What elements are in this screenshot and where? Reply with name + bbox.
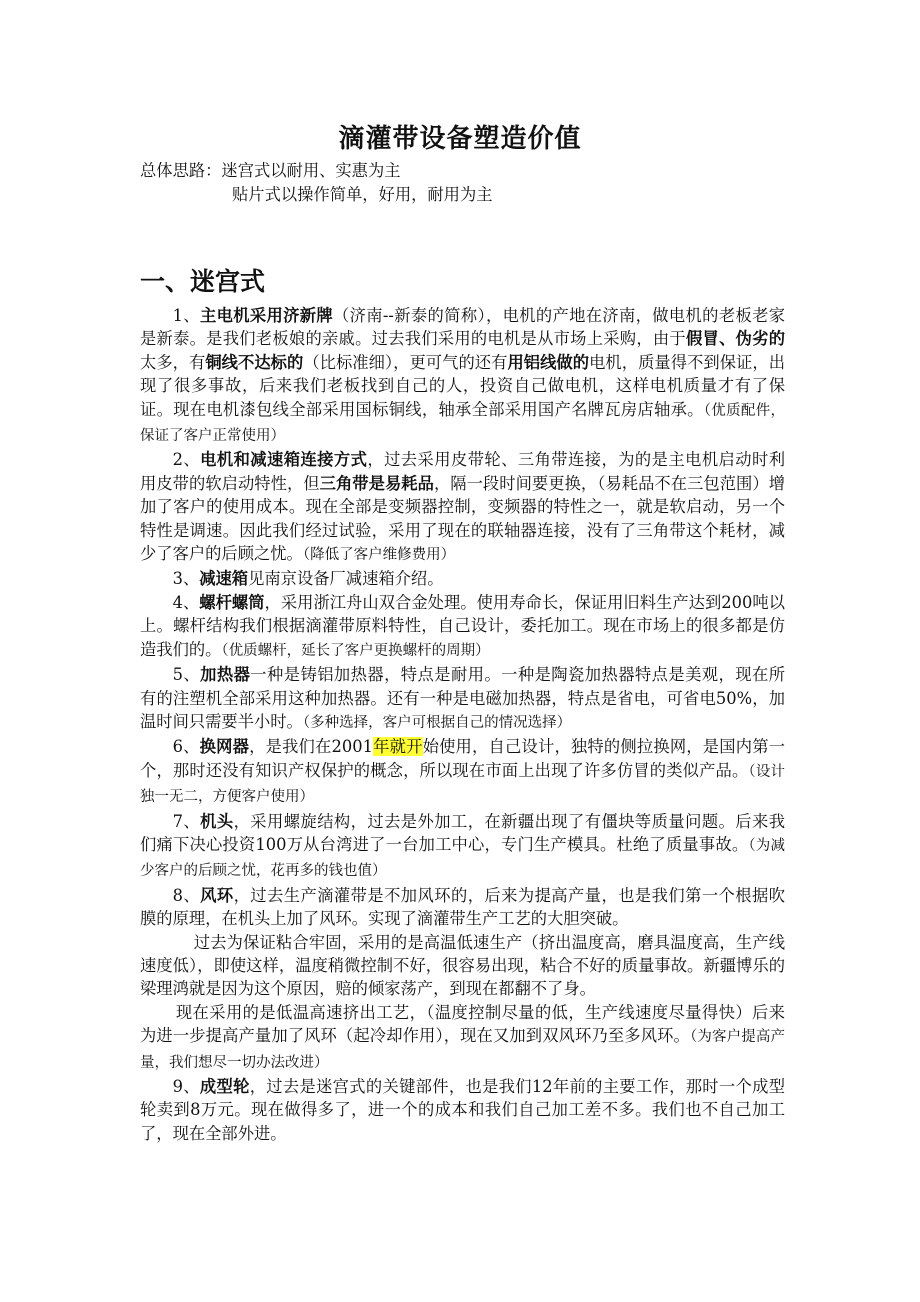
paragraph-text: 一种是铸铝加热器，特点是耐用。一种是陶瓷加热器特点是美观，现在所有的注塑机全部采用这种加热器。还有一种是电磁加热器，特点是省电，可省电50%，加温时间只需要半小时。 [140,665,785,731]
benefit-note: （降低了客户维修费用） [302,547,456,564]
paragraph-8 [140,884,785,931]
paragraph-text: 9、 [172,1077,200,1096]
paragraph-9 [140,931,785,1001]
paragraph-text: 2、 [172,450,201,470]
paragraph-text: 见南京设备厂减速箱介绍。 [248,569,444,589]
benefit-note: （为减少客户的后顾之忧，花再多的钱也值） [140,837,785,880]
paragraph-text: 6、 [172,737,200,757]
paragraph-text: ，采用浙江舟山双合金处理。使用寿命长，保证用旧料生产达到200吨以上。螺杆结构我们根据滴灌带原料特性，自己设计，委托加工。现在市场上的很多都是仿造我们的。 [140,592,785,659]
bold-term: 用铝线做的 [507,352,590,372]
bold-term: 电机和减速箱连接方式 [200,450,368,470]
paragraph-2 [140,448,785,567]
section-heading: 一、迷宫式 [140,267,266,296]
paragraph-text: 4、 [172,592,200,612]
paragraph-text: （济南--新泰的简称），电机的产地在济南，做电机的老板老家是新泰。是我们老板娘的亲戚。过去我们采用的电机是从市场上采购，由于 [140,306,785,349]
paragraph-5 [140,663,785,735]
paragraph-text: 1、 [172,306,200,325]
paragraph-text: ，隔一段时间要更换，（易耗品不在三包范围）增加了客户的使用成本。现在全部是变频器控制，变频器的特性之一，就是软启动，另一个特性是调速。因此我们经过试验，采用了现在的联轴器连接，没有了三角带这个耗材，减少了客户的后顾之忧。 [140,473,785,564]
document-body [140,304,785,1145]
intro-line-1 [140,160,401,182]
benefit-note: （多种选择，客户可根据自己的情况选择） [302,714,572,731]
paragraph-text: 电机，质量得不到保证，出现了很多事故，后来我们老板找到自己的人，投资自己做电机，这样电机质量才有了保证。现在电机漆包线全部采用国标铜线，轴承全部采用国产名牌瓦房店轴承。 [140,352,785,419]
paragraph-text: 7、 [172,811,201,831]
benefit-note: （设计独一无二，方便客户使用） [140,763,785,806]
benefit-note: （优质配件，保证了客户正常使用） [140,402,785,445]
paragraph-text: ，过去是迷宫式的关键部件，也是我们12年前的主要工作，那时一个成型轮卖到8万元。现在做得多了，进一个的成本和我们自己加工差不多。我们也不自己加工了，现在全部外进。 [140,1077,785,1143]
paragraph-text: ，采用螺旋结构，过去是外加工，在新疆出现了有僵块等质量问题。后来我们痛下决心投资100万从台湾进了一台加工中心，专门生产模具。杜绝了质量事故。 [140,811,785,854]
bold-term: 螺杆螺筒 [199,592,265,612]
paragraph-text: 过去为保证粘合牢固，采用的是高温低速生产（挤出温度高，磨具温度高，生产线速度低），即使这样，温度稍微控制不好，很容易出现，粘合不好的质量事故。新疆博乐的梁理鸿就是因为这个原因，赔的倾家荡产，到现在都翻不了身。 [140,932,785,999]
intro-label: 总体思路： [140,161,222,180]
intro-line-2: 贴片式以操作简单，好用，耐用为主 [232,185,493,204]
paragraph-7 [140,810,785,884]
paragraph-text: 始使用，自己设计，独特的侧拉换网，是国内第一个，那时还没有知识产权保护的概念，所以现在市面上出现了许多仿冒的类似产品。 [140,737,785,780]
paragraph-11 [140,1075,785,1145]
paragraph-text: ，过去生产滴灌带是不加风环的，后来为提高产量，也是我们第一个根据吹膜的原理，在机头上加了风环。实现了滴灌带生产工艺的大胆突破。 [140,885,785,929]
paragraph-text: 8、 [172,885,201,905]
paragraph-text: 太多，有 [140,352,206,372]
bold-term: 铜线不达标的 [205,352,304,372]
paragraph-4 [140,591,785,663]
bold-term: 减速箱 [199,569,249,589]
paragraph-3 [140,567,785,590]
paragraph-text: ，过去采用皮带轮、三角带连接，为的是主电机启动时利用皮带的软启动特性，但 [140,450,785,493]
benefit-note: （优质螺杆，延长了客户更换螺杆的周期） [221,642,490,659]
paragraph-text: （比标准细），更可气的还有 [303,352,508,372]
paragraph-1 [140,304,785,448]
paragraph-text: 3、 [172,569,200,589]
paragraph-text: 5、 [172,665,201,685]
bold-term: 风环 [200,885,234,905]
paragraph-6 [140,735,785,809]
paragraph-10 [140,1001,785,1075]
bold-term: 主电机采用济新牌 [199,306,334,325]
highlighted-text: 年就开 [372,737,423,757]
bold-term: 机头 [200,811,234,831]
paragraph-text: ，是我们在2001 [249,737,373,757]
paragraph-text: 现在采用的是低温高速挤出工艺，（温度控制尽量的低，生产线速度尽量得快）后来为进一步提高产量加了风环（起冷却作用），现在又加到双风环乃至多风环。 [140,1002,785,1046]
bold-term: 假冒、伪劣的 [685,329,785,349]
bold-term: 三角带是易耗品 [319,473,434,493]
bold-term: 成型轮 [199,1077,250,1096]
bold-term: 加热器 [200,665,251,685]
benefit-note: （为客户提高产量，我们想尽一切办法改进） [140,1029,786,1071]
document-title: 滴灌带设备塑造价值 [338,124,582,154]
bold-term: 换网器 [199,737,250,757]
intro-text-1: 迷宫式以耐用、实惠为主 [221,161,401,180]
